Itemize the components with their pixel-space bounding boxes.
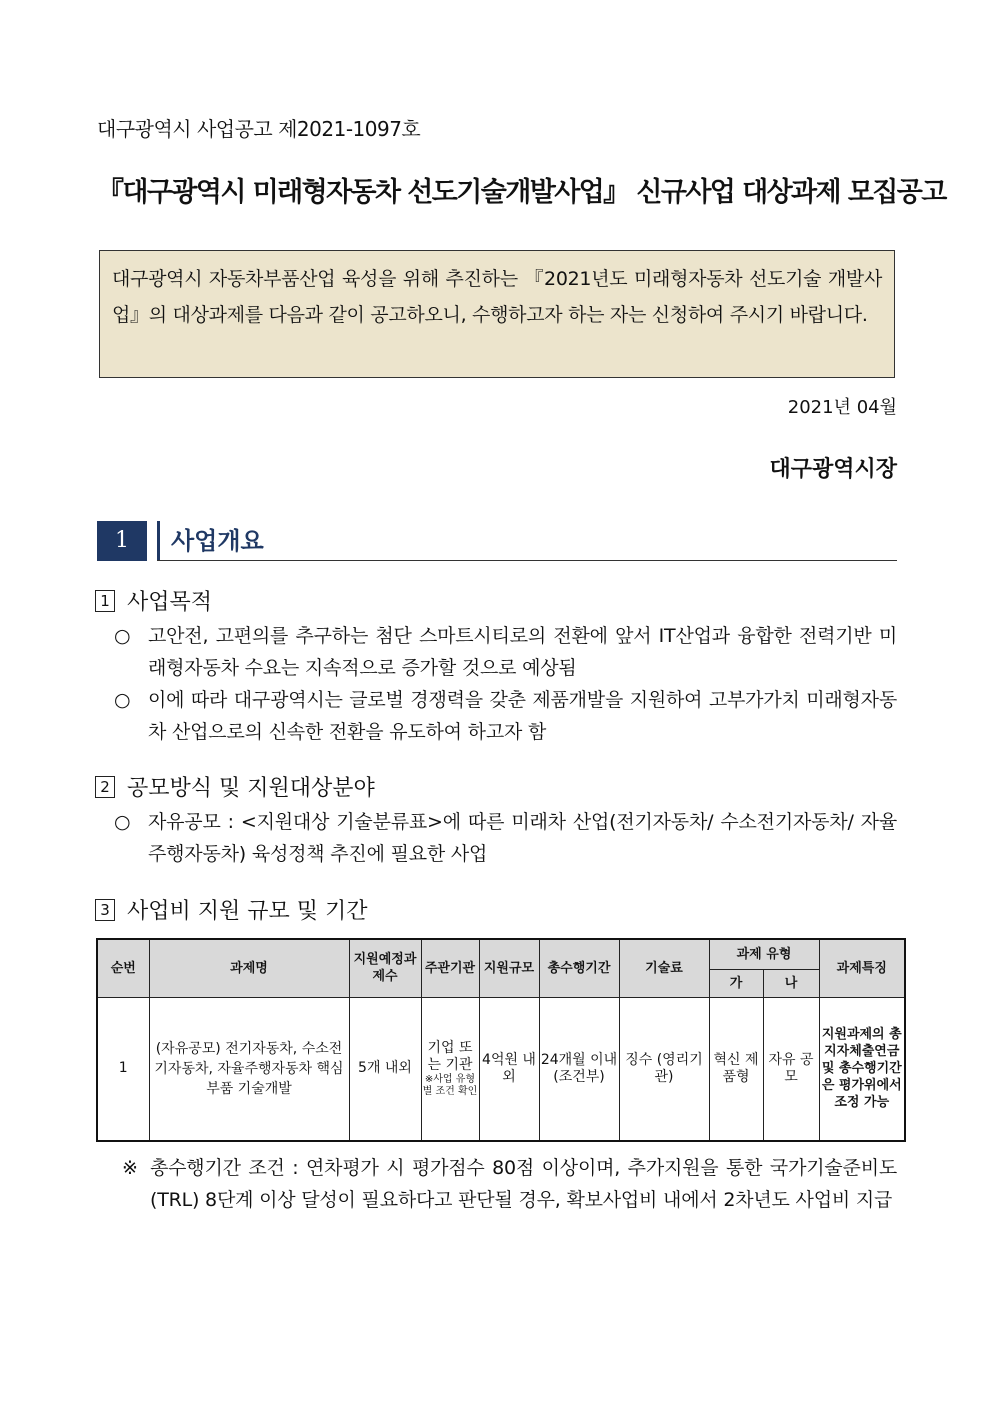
section-underline — [157, 560, 897, 561]
notice-number: 대구광역시 사업공고 제2021-1097호 — [97, 117, 421, 141]
cell-scale: 4억원 내외 — [479, 997, 539, 1141]
announcement-date: 2021년 04월 — [787, 397, 897, 418]
header-type-a: 가 — [709, 969, 763, 997]
cell-type-a: 혁신 제품형 — [709, 997, 763, 1141]
table-row — [97, 997, 905, 1141]
document-title: 『대구광역시 미래형자동차 선도기술개발사업』 신규사업 대상과제 모집공고 — [97, 177, 946, 208]
cell-type-b: 자유 공모 — [763, 997, 819, 1141]
issuer-name: 대구광역시장 — [769, 457, 897, 482]
subsection-heading-budget — [95, 894, 368, 925]
footnote — [122, 1152, 897, 1216]
budget-table — [96, 938, 906, 1142]
footnote-row — [122, 1152, 897, 1216]
header-name: 과제명 — [149, 939, 349, 997]
cell-period: 24개월 이내 (조건부) — [539, 997, 619, 1141]
bullet-text: 이에 따라 대구광역시는 글로벌 경쟁력을 갖춘 제품개발을 지원하여 고부가가치 미래형자동차 산업으로의 신속한 전환을 유도하여 하고자 함 — [148, 689, 897, 743]
section-title: 사업개요 — [171, 527, 264, 555]
list-item — [114, 620, 897, 684]
header-feature: 과제특징 — [819, 939, 905, 997]
header-org: 주관기관 — [421, 939, 479, 997]
list-item — [114, 684, 897, 748]
list-item — [114, 806, 897, 870]
subsection-title: 사업목적 — [127, 590, 213, 615]
section-number: 1 — [97, 521, 147, 561]
subsection-title: 공모방식 및 지원대상분야 — [127, 776, 375, 801]
note-reference-icon: ※ — [122, 1157, 138, 1179]
header-no: 순번 — [97, 939, 149, 997]
footnote-text: 총수행기간 조건 : 연차평가 시 평가점수 80점 이상이며, 추가지원을 통한 국가기술준비도(TRL) 8단계 이상 달성이 필요하다고 판단될 경우, 확보사업비 내에서 2차년도 사업비 지급 — [150, 1157, 897, 1211]
header-type: 과제 유형 — [709, 939, 819, 969]
cell-org — [421, 997, 479, 1141]
cell-feature: 지원과제의 총지자체출연금 및 총수행기간은 평가위에서 조정 가능 — [819, 997, 905, 1141]
intro-box: 대구광역시 자동차부품산업 육성을 위해 추진하는 『2021년도 미래형자동차 선도기술 개발사업』의 대상과제를 다음과 같이 공고하오니, 수행하고자 하는 자는 신청하여 주시기 바랍니다. — [99, 250, 895, 378]
section-divider — [157, 521, 160, 561]
header-fee: 기술료 — [619, 939, 709, 997]
header-count: 지원예정과제수 — [349, 939, 421, 997]
subsection-number-box: 1 — [95, 590, 115, 612]
cell-fee: 징수 (영리기관) — [619, 997, 709, 1141]
table-header-row — [97, 939, 905, 969]
header-scale: 지원규모 — [479, 939, 539, 997]
cell-no: 1 — [97, 997, 149, 1141]
cell-org-main: 기업 또는 기관 — [427, 1039, 473, 1073]
method-bullets — [114, 806, 897, 870]
bullet-circle-icon: ○ — [114, 625, 131, 647]
subsection-heading-method — [95, 771, 375, 802]
purpose-bullets — [114, 620, 897, 748]
subsection-title: 사업비 지원 규모 및 기간 — [127, 899, 368, 924]
subsection-heading-purpose — [95, 585, 212, 616]
bullet-text: 자유공모 : <지원대상 기술분류표>에 따른 미래차 산업(전기자동차/ 수소전기자동차/ 자율주행자동차) 육성정책 추진에 필요한 사업 — [148, 811, 897, 865]
cell-name: (자유공모) 전기자동차, 수소전기자동차, 자율주행자동차 핵심부품 기술개발 — [149, 997, 349, 1141]
bullet-circle-icon: ○ — [114, 811, 131, 833]
subsection-number-box: 3 — [95, 899, 115, 921]
cell-count: 5개 내외 — [349, 997, 421, 1141]
bullet-circle-icon: ○ — [114, 689, 131, 711]
bullet-text: 고안전, 고편의를 추구하는 첨단 스마트시티로의 전환에 앞서 IT산업과 융합한 전력기반 미래형자동차 수요는 지속적으로 증가할 것으로 예상됨 — [148, 625, 897, 679]
subsection-number-box: 2 — [95, 776, 115, 798]
header-type-b: 나 — [763, 969, 819, 997]
header-period: 총수행기간 — [539, 939, 619, 997]
cell-org-note: ※사업 유형별 조건 확인 — [422, 1073, 478, 1097]
